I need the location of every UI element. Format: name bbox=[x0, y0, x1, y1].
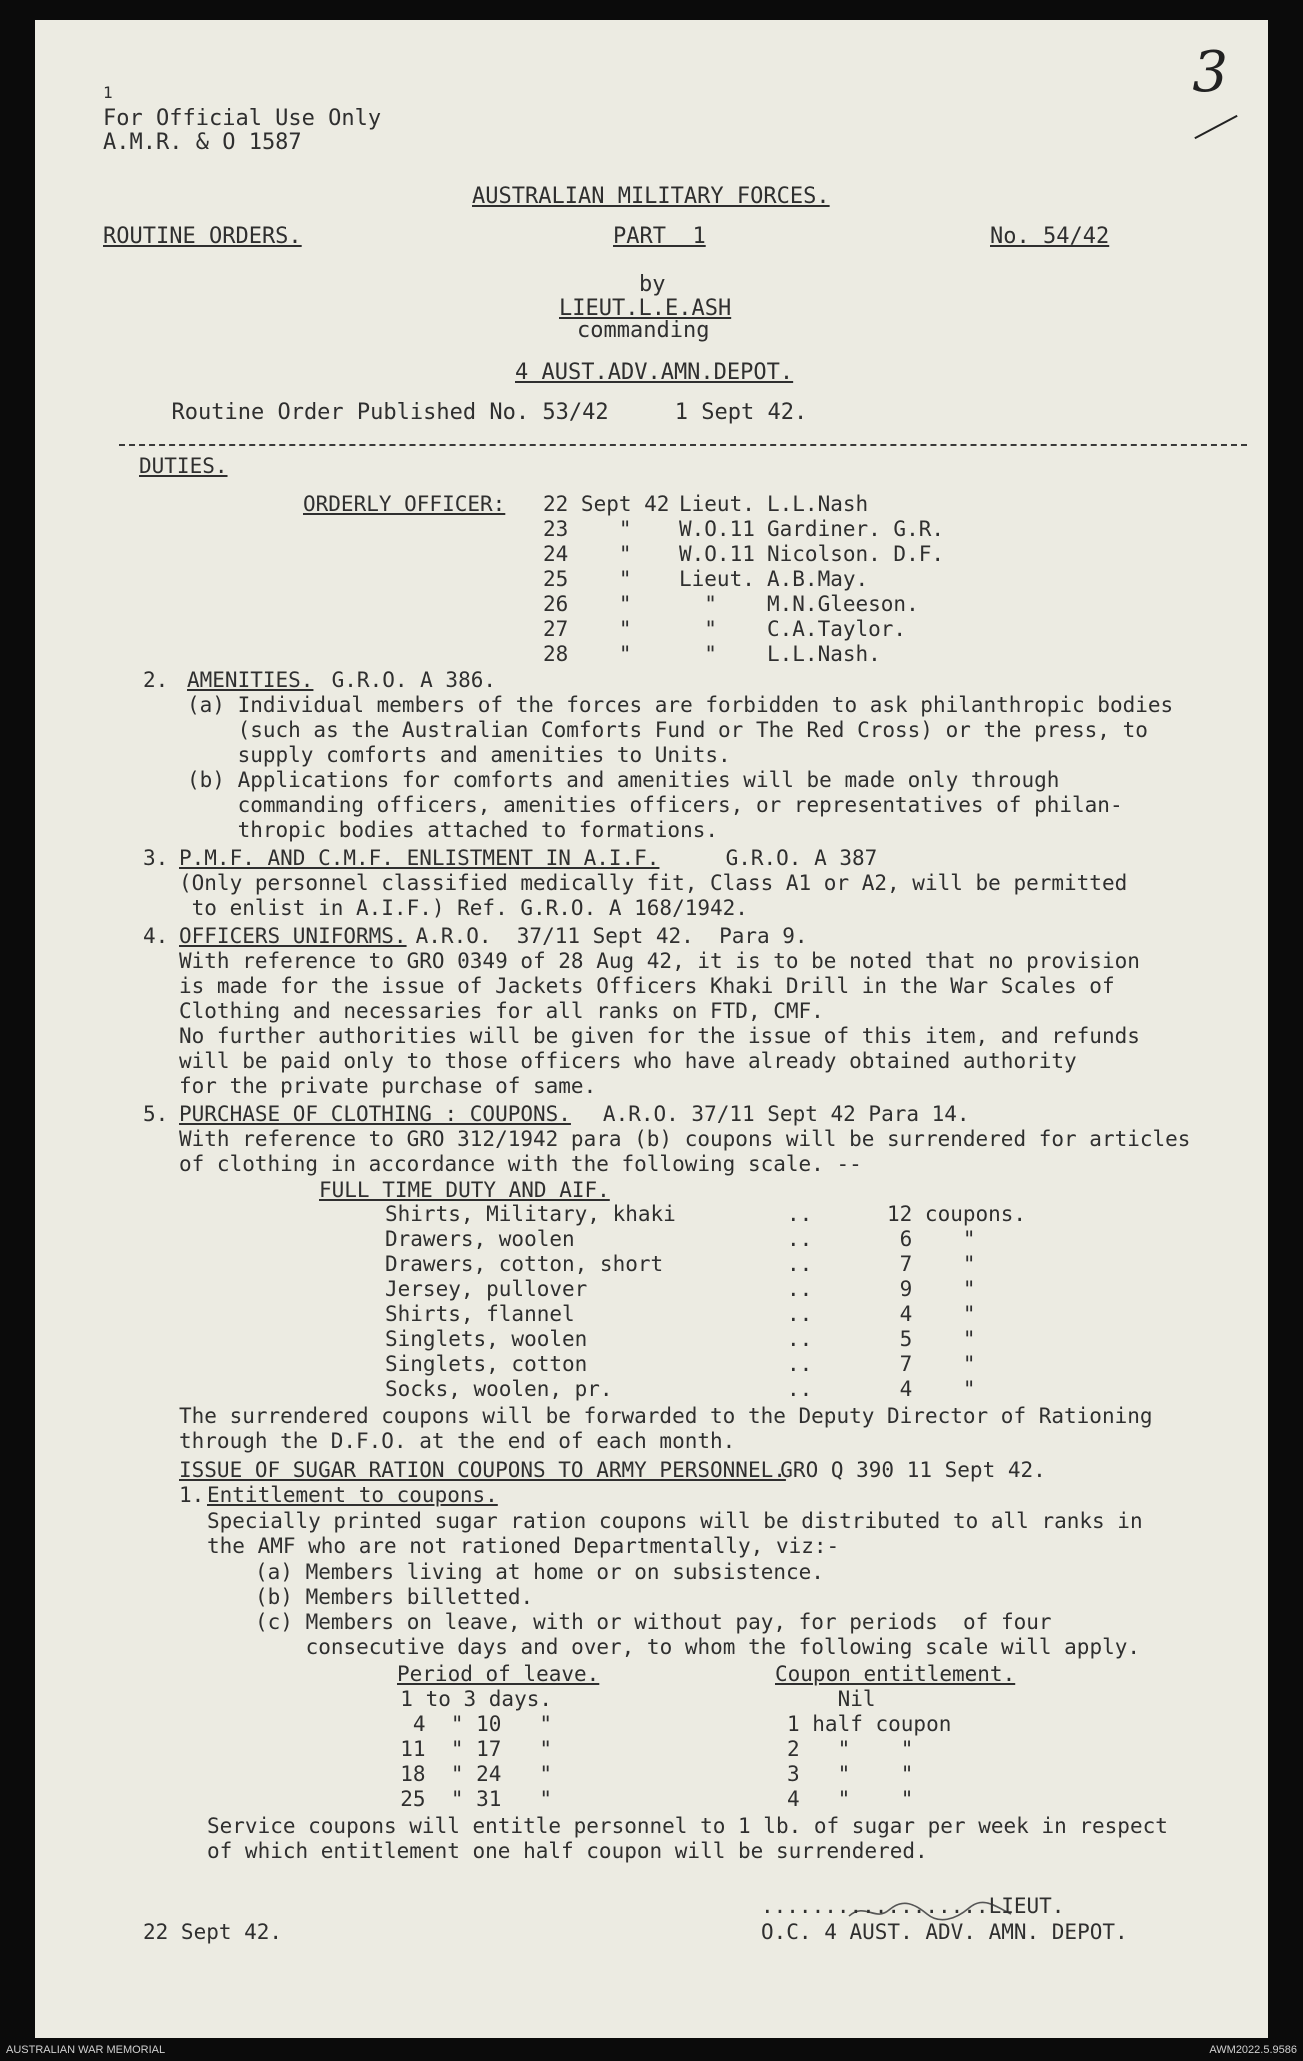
sugar-reference: GRO Q 390 11 Sept 42. bbox=[755, 1458, 1046, 1482]
clothing-item: Singlets, woolen bbox=[385, 1327, 588, 1351]
official-use-label: For Official Use Only bbox=[103, 106, 382, 131]
sugar-line: Specially printed sugar ration coupons will be distributed to all ranks in bbox=[207, 1509, 1143, 1533]
amr-reference: A.M.R. & O 1587 bbox=[103, 130, 302, 155]
coupon-entitlement: 2 " " bbox=[787, 1737, 914, 1761]
amenities-heading: AMENITIES. bbox=[187, 668, 314, 692]
uniforms-line: With reference to GRO 0349 of 28 Aug 42, it is to be noted that no provision bbox=[179, 949, 1140, 973]
roster-rank: W.O.11 bbox=[679, 517, 755, 541]
amenities-line: (b) Applications for comforts and amenities will be made only through bbox=[187, 768, 1060, 792]
leader-dots: .. bbox=[787, 1327, 813, 1351]
leader-dots: .. bbox=[787, 1352, 813, 1376]
uniforms-line: No further authorities will be given for the issue of this item, and refunds bbox=[179, 1024, 1140, 1048]
roster-name: L.L.Nash. bbox=[767, 642, 881, 666]
sugar-line: the AMF who are not rationed Departmentally, viz:- bbox=[207, 1534, 840, 1558]
coupon-count: 5 " bbox=[887, 1327, 976, 1351]
signature-line: ..................LIEUT. bbox=[761, 1894, 1065, 1918]
part-title: PART 1 bbox=[613, 224, 706, 249]
roster-name: M.N.Gleeson. bbox=[767, 592, 919, 616]
amenities-line: commanding officers, amenities officers, or representatives of philan- bbox=[187, 793, 1123, 817]
clothing-item: Jersey, pullover bbox=[385, 1277, 588, 1301]
roster-rank: " bbox=[679, 617, 717, 641]
uniforms-line: Clothing and necessaries for all ranks on FTD, CMF. bbox=[179, 999, 824, 1023]
uniforms-number: 4. bbox=[143, 924, 169, 948]
roster-rank: W.O.11 bbox=[679, 542, 755, 566]
coupon-count: 4 " bbox=[887, 1302, 976, 1326]
roster-date: 23 " bbox=[543, 517, 632, 541]
roster-name: Gardiner. G.R. bbox=[767, 517, 945, 541]
clothing-line: of clothing in accordance with the following scale. -- bbox=[179, 1152, 862, 1176]
coupon-count: 6 " bbox=[887, 1227, 976, 1251]
roster-date: 27 " bbox=[543, 617, 632, 641]
sugar-heading: ISSUE OF SUGAR RATION COUPONS TO ARMY PERSONNEL. bbox=[179, 1458, 786, 1482]
clothing-table-heading: FULL TIME DUTY AND AIF. bbox=[319, 1178, 610, 1202]
clothing-heading: PURCHASE OF CLOTHING : COUPONS. bbox=[179, 1102, 571, 1126]
clothing-item: Shirts, Military, khaki bbox=[385, 1202, 676, 1226]
clothing-reference: A.R.O. 37/11 Sept 42 Para 14. bbox=[565, 1102, 970, 1126]
uniforms-heading: OFFICERS UNIFORMS. bbox=[179, 924, 407, 948]
sugar-list-item: consecutive days and over, to whom the following scale will apply. bbox=[255, 1635, 1141, 1659]
coupon-count: 9 " bbox=[887, 1277, 976, 1301]
amenities-number: 2. bbox=[143, 668, 169, 692]
sugar-closing-line: Service coupons will entitle personnel to 1 lb. of sugar per week in respect bbox=[207, 1814, 1168, 1838]
clothing-closing-line: through the D.F.O. at the end of each month. bbox=[179, 1429, 736, 1453]
leader-dots: .. bbox=[787, 1302, 813, 1326]
roster-date: 25 " bbox=[543, 567, 632, 591]
clothing-item: Singlets, cotton bbox=[385, 1352, 588, 1376]
roster-date: 22 Sept 42 bbox=[543, 492, 670, 516]
roster-name: C.A.Taylor. bbox=[767, 617, 907, 641]
leave-period: 1 to 3 days. bbox=[375, 1687, 553, 1711]
leave-period: 25 " 31 " bbox=[375, 1787, 553, 1811]
sugar-list-item: (c) Members on leave, with or without pay, for periods of four bbox=[255, 1610, 1052, 1634]
order-date: 22 Sept 42. bbox=[143, 1920, 283, 1944]
coupon-entitlement: Nil bbox=[787, 1687, 876, 1711]
coupon-entitlement: 4 " " bbox=[787, 1787, 914, 1811]
coupon-count: 4 " bbox=[887, 1377, 976, 1401]
leader-dots: .. bbox=[787, 1377, 813, 1401]
clothing-item: Drawers, woolen bbox=[385, 1227, 575, 1251]
sugar-closing-line: of which entitlement one half coupon will be surrendered. bbox=[207, 1839, 928, 1863]
enlistment-line: (Only personnel classified medically fit, Class A1 or A2, will be permitted bbox=[179, 871, 1128, 895]
leader-dots: .. bbox=[787, 1277, 813, 1301]
clothing-line: With reference to GRO 312/1942 para (b) coupons will be surrendered for articles bbox=[179, 1127, 1191, 1151]
clothing-closing-line: The surrendered coupons will be forwarded to the Deputy Director of Rationing bbox=[179, 1404, 1153, 1428]
sugar-sub-heading: Entitlement to coupons. bbox=[207, 1483, 498, 1507]
col-period-header: Period of leave. bbox=[397, 1662, 600, 1686]
leader-dots: .. bbox=[787, 1227, 813, 1251]
uniforms-line: is made for the issue of Jackets Officers Khaki Drill in the War Scales of bbox=[179, 974, 1115, 998]
col-entitlement-header: Coupon entitlement. bbox=[775, 1662, 1016, 1686]
amenities-line: supply comforts and amenities to Units. bbox=[187, 743, 731, 767]
roster-name: L.L.Nash bbox=[767, 492, 869, 516]
archive-reference: AWM2022.5.9586 bbox=[1209, 2044, 1297, 2056]
amenities-line: (such as the Australian Comforts Fund or The Red Cross) or the press, to bbox=[187, 718, 1148, 742]
forces-title: AUSTRALIAN MILITARY FORCES. bbox=[472, 184, 830, 209]
commanding-label: commanding bbox=[577, 318, 710, 343]
enlistment-number: 3. bbox=[143, 846, 169, 870]
leave-period: 11 " 17 " bbox=[375, 1737, 553, 1761]
amenities-reference: G.R.O. A 386. bbox=[319, 668, 497, 692]
sugar-sub-number: 1. bbox=[179, 1483, 205, 1507]
clothing-item: Shirts, flannel bbox=[385, 1302, 575, 1326]
unit-name: 4 AUST.ADV.AMN.DEPOT. bbox=[515, 360, 794, 385]
orderly-officer-label: ORDERLY OFFICER: bbox=[303, 492, 506, 516]
roster-name: A.B.May. bbox=[767, 567, 869, 591]
enlistment-line: to enlist in A.I.F.) Ref. G.R.O. A 168/1942. bbox=[179, 896, 748, 920]
enlistment-heading: P.M.F. AND C.M.F. ENLISTMENT IN A.I.F. bbox=[179, 846, 660, 870]
routine-orders-title: ROUTINE ORDERS. bbox=[103, 224, 302, 249]
coupon-count: 7 " bbox=[887, 1252, 976, 1276]
roster-rank: Lieut. bbox=[679, 492, 755, 516]
section-divider bbox=[119, 444, 1247, 446]
roster-name: Nicolson. D.F. bbox=[767, 542, 945, 566]
commander-name: LIEUT.L.E.ASH bbox=[559, 296, 732, 321]
uniforms-line: will be paid only to those officers who have already obtained authority bbox=[179, 1049, 1077, 1073]
coupon-entitlement: 3 " " bbox=[787, 1762, 914, 1786]
roster-date: 26 " bbox=[543, 592, 632, 616]
tick-mark: 1 bbox=[103, 83, 113, 102]
roster-rank: Lieut. bbox=[679, 567, 755, 591]
coupon-count: 12 coupons. bbox=[887, 1202, 1027, 1226]
sugar-list-item: (b) Members billetted. bbox=[255, 1585, 534, 1609]
roster-rank: " bbox=[679, 592, 717, 616]
uniforms-reference: A.R.O. 37/11 Sept 42. Para 9. bbox=[403, 924, 808, 948]
document-page bbox=[35, 20, 1268, 2038]
signatory-title: O.C. 4 AUST. ADV. AMN. DEPOT. bbox=[761, 1920, 1128, 1944]
sugar-list-item: (a) Members living at home or on subsistence. bbox=[255, 1560, 824, 1584]
amenities-line: (a) Individual members of the forces are forbidden to ask philanthropic bodies bbox=[187, 693, 1174, 717]
leader-dots: .. bbox=[787, 1202, 813, 1226]
enlistment-reference: G.R.O. A 387 bbox=[675, 846, 878, 870]
page-number: 3 bbox=[1192, 40, 1228, 105]
by-label: by bbox=[639, 272, 666, 297]
roster-date: 28 " bbox=[543, 642, 632, 666]
amenities-line: thropic bodies attached to formations. bbox=[187, 818, 719, 842]
clothing-number: 5. bbox=[143, 1102, 169, 1126]
coupon-count: 7 " bbox=[887, 1352, 976, 1376]
leave-period: 4 " 10 " bbox=[375, 1712, 553, 1736]
last-published-order: Routine Order Published No. 53/42 1 Sept 42. bbox=[145, 400, 808, 425]
clothing-item: Socks, woolen, pr. bbox=[385, 1377, 613, 1401]
leader-dots: .. bbox=[787, 1252, 813, 1276]
clothing-item: Drawers, cotton, short bbox=[385, 1252, 664, 1276]
leave-period: 18 " 24 " bbox=[375, 1762, 553, 1786]
archive-credit: AUSTRALIAN WAR MEMORIAL bbox=[6, 2044, 166, 2056]
page-number-stroke bbox=[1194, 115, 1237, 139]
duties-heading: DUTIES. bbox=[139, 454, 228, 478]
coupon-entitlement: 1 half coupon bbox=[787, 1712, 952, 1736]
uniforms-line: for the private purchase of same. bbox=[179, 1074, 597, 1098]
roster-rank: " bbox=[679, 642, 717, 666]
roster-date: 24 " bbox=[543, 542, 632, 566]
order-number: No. 54/42 bbox=[990, 224, 1110, 249]
